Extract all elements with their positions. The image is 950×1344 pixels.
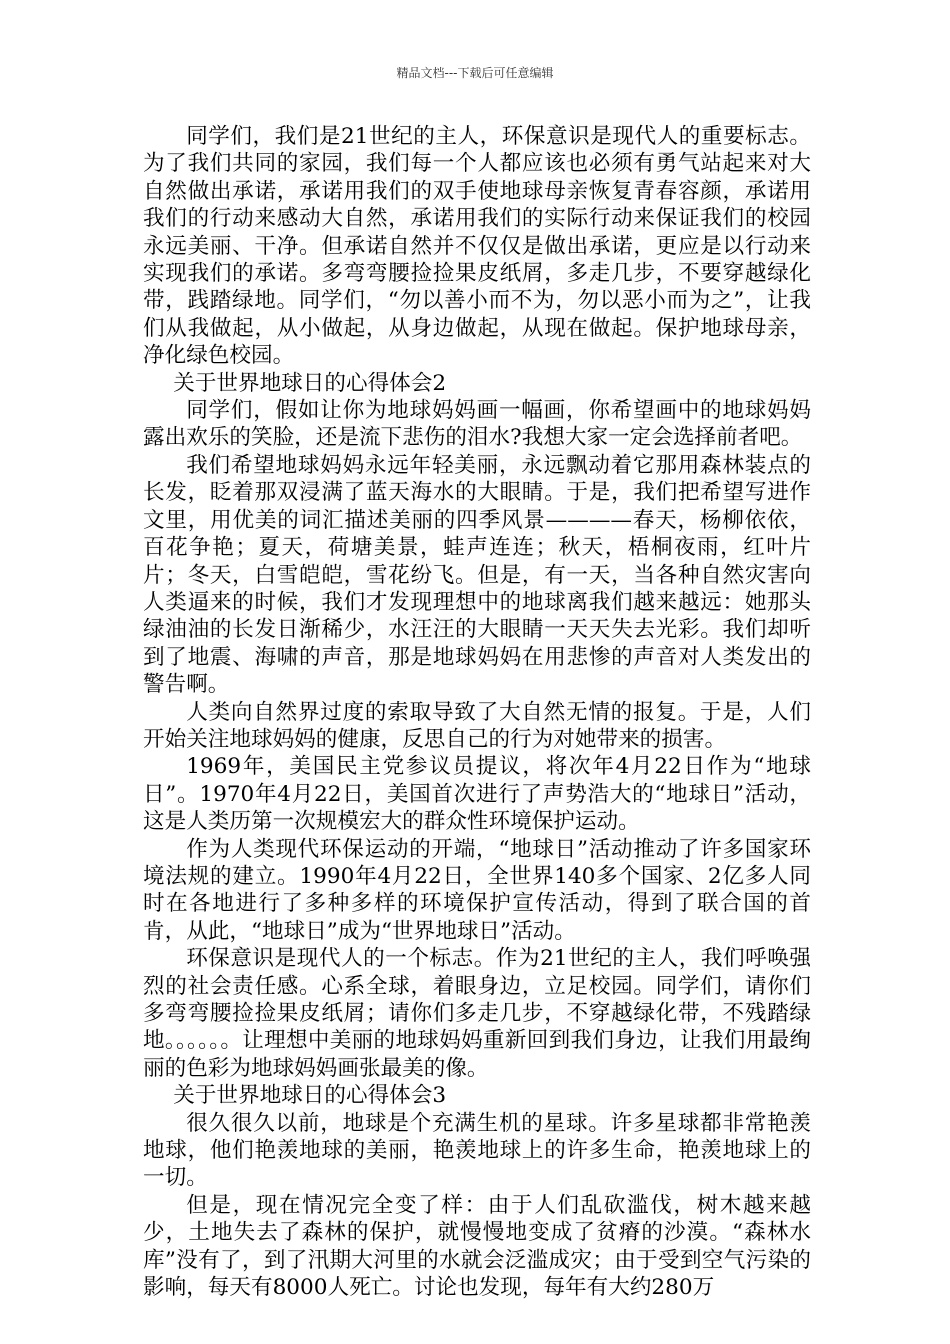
- section-heading-2: 关于世界地球日的心得体会2: [173, 370, 447, 396]
- paragraph-4: 人类向自然界过度的索取导致了大自然无情的报复。于是，人们开始关注地球妈妈的健康，反思自己的行为对她带来的损害。: [143, 699, 811, 752]
- paragraph-9: 但是，现在情况完全变了样：由于人们乱砍滥伐，树木越来越少，土地失去了森林的保护，就慢慢地变成了贫瘠的沙漠。“森林水库”没有了，到了汛期大河里的水就会泛滥成灾；由于受到空气污染的影响，每天有8000人死亡。讨论也发现，每年有大约280万: [143, 1192, 811, 1301]
- paragraph-8: 很久很久以前，地球是个充满生机的星球。许多星球都非常艳羡地球，他们艳羡地球的美丽，艳羡地球上的许多生命，艳羡地球上的一切。: [143, 1110, 811, 1191]
- paragraph-3: 我们希望地球妈妈永远年轻美丽，永远飘动着它那用森林装点的长发，眨着那双浸满了蓝天海水的大眼睛。于是，我们把希望写进作文里，用优美的词汇描述美丽的四季风景————春天，杨柳依依，百花争艳；夏天，荷塘美景，蛙声连连；秋天，梧桐夜雨，红叶片片；冬天，白雪皑皑，雪花纷飞。但是，有一天，当各种自然灾害向人类逼来的时候，我们才发现理想中的地球离我们越来越远：她那头绿油油的长发日渐稀少，水汪汪的大眼睛一天天失去光彩。我们却听到了地震、海啸的声音，那是地球妈妈在用悲惨的声音对人类发出的警告啊。: [143, 452, 811, 698]
- paragraph-5: 1969年，美国民主党参议员提议，将次年4月22日作为“地球日”。1970年4月22日，美国首次进行了声势浩大的“地球日”活动，这是人类历第一次规模宏大的群众性环境保护运动。: [143, 754, 811, 835]
- paragraph-1: 同学们，我们是21世纪的主人，环保意识是现代人的重要标志。为了我们共同的家园，我们每一个人都应该也必须有勇气站起来对大自然做出承诺，承诺用我们的双手使地球母亲恢复青春容颜，承诺用我们的行动来感动大自然，承诺用我们的实际行动来保证我们的校园永远美丽、干净。但承诺自然并不仅仅是做出承诺，更应是以行动来实现我们的承诺。多弯弯腰捡捡果皮纸屑，多走几步，不要穿越绿化带，践踏绿地。同学们，“勿以善小而不为，勿以恶小而为之”，让我们从我做起，从小做起，从身边做起，从现在做起。保护地球母亲，净化绿色校园。: [143, 124, 811, 369]
- document-body: [143, 123, 811, 1301]
- paragraph-2: 同学们，假如让你为地球妈妈画一幅画，你希望画中的地球妈妈露出欢乐的笑脸，还是流下悲伤的泪水?我想大家一定会选择前者吧。: [143, 398, 811, 451]
- page-header: 精品文档---下载后可任意编辑: [396, 66, 554, 80]
- paragraph-6: 作为人类现代环保运动的开端，“地球日”活动推动了许多国家环境法规的建立。1990年4月22日，全世界140多个国家、2亿多人同时在各地进行了多种多样的环境保护宣传活动，得到了联合国的首肯，从此，“地球日”成为“世界地球日”活动。: [143, 836, 811, 944]
- paragraph-7: 环保意识是现代人的一个标志。作为21世纪的主人，我们呼唤强烈的社会责任感。心系全球，着眼身边，立足校园。同学们，请你们多弯弯腰捡捡果皮纸屑；请你们多走几步，不穿越绿化带，不残踏绿地。。。。。。让理想中美丽的地球妈妈重新回到我们身边，让我们用最绚丽的色彩为地球妈妈画张最美的像。: [143, 946, 811, 1081]
- section-heading-3: 关于世界地球日的心得体会3: [173, 1083, 447, 1109]
